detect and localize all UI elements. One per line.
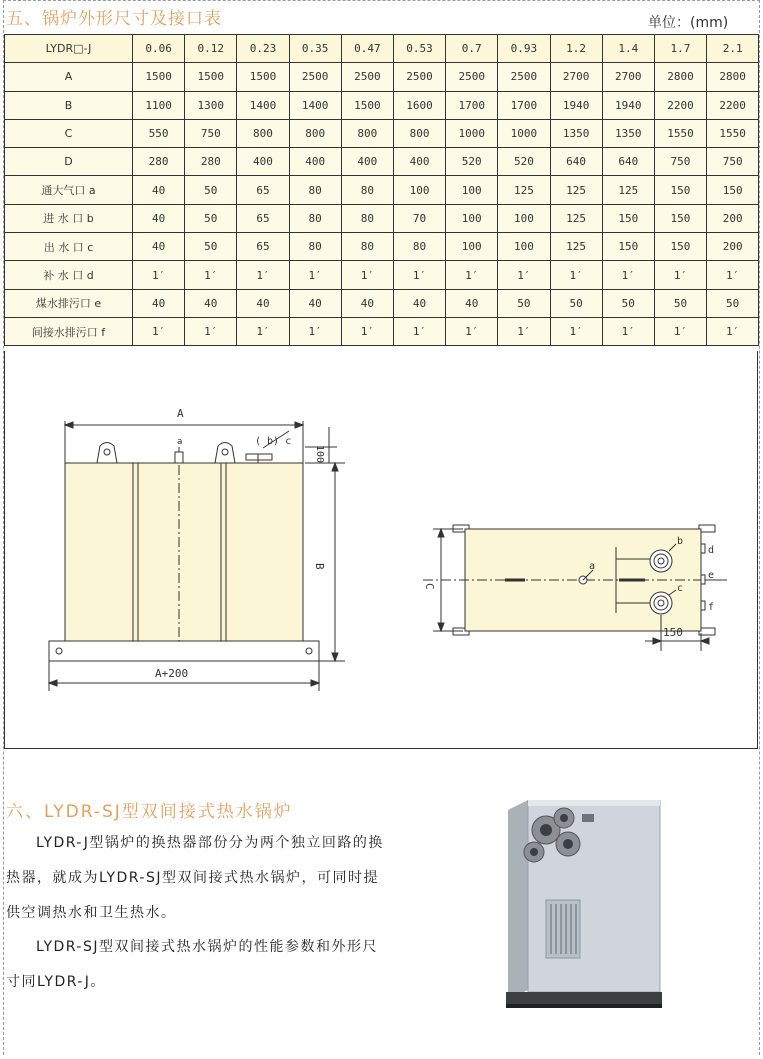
- value-cell: 50: [550, 289, 602, 317]
- front-dim-b: B: [313, 563, 326, 570]
- value-cell: 2500: [393, 63, 445, 91]
- value-cell: 100: [393, 176, 445, 204]
- value-cell: 0.93: [498, 35, 550, 63]
- value-cell: 1′: [498, 261, 550, 289]
- value-cell: 80: [341, 233, 393, 261]
- value-cell: 1′: [393, 261, 445, 289]
- value-cell: 40: [446, 289, 498, 317]
- front-dim-a: A: [177, 407, 184, 420]
- drawing-area: [4, 351, 758, 749]
- table-row: [5, 204, 759, 232]
- value-cell: 50: [654, 289, 706, 317]
- value-cell: 80: [393, 233, 445, 261]
- row-label-cell: 煤水排污口 e: [5, 289, 133, 317]
- value-cell: 125: [550, 204, 602, 232]
- value-cell: 50: [185, 176, 237, 204]
- value-cell: 520: [446, 148, 498, 176]
- table-row: [5, 317, 759, 345]
- row-label-cell: C: [5, 119, 133, 147]
- value-cell: 2.1: [707, 35, 759, 63]
- value-cell: 1700: [498, 91, 550, 119]
- value-cell: 1100: [133, 91, 185, 119]
- row-label-cell: LYDR□-J: [5, 35, 133, 63]
- value-cell: 800: [289, 119, 341, 147]
- section6-title: 六、LYDR-SJ型双间接式热水锅炉: [6, 802, 293, 822]
- boiler-photo: [498, 800, 663, 1010]
- value-cell: 1′: [133, 261, 185, 289]
- value-cell: 150: [602, 233, 654, 261]
- value-cell: 2800: [707, 63, 759, 91]
- value-cell: 1.4: [602, 35, 654, 63]
- value-cell: 1′: [602, 261, 654, 289]
- table-row: [5, 63, 759, 91]
- value-cell: 65: [237, 204, 289, 232]
- row-label-cell: 出 水 口 c: [5, 233, 133, 261]
- value-cell: 1′: [341, 261, 393, 289]
- value-cell: 400: [237, 148, 289, 176]
- top-label-d: d: [708, 545, 715, 556]
- value-cell: 80: [289, 204, 341, 232]
- value-cell: 50: [185, 233, 237, 261]
- top-label-c: c: [677, 583, 684, 594]
- value-cell: 800: [393, 119, 445, 147]
- row-label-cell: 通大气口 a: [5, 176, 133, 204]
- value-cell: 65: [237, 233, 289, 261]
- value-cell: 1′: [185, 261, 237, 289]
- value-cell: 1000: [446, 119, 498, 147]
- value-cell: 1′: [707, 317, 759, 345]
- value-cell: 70: [393, 204, 445, 232]
- section6-paragraph-2: LYDR-SJ型双间接式热水锅炉的性能参数和外形尺寸同LYDR-J。: [6, 939, 378, 990]
- value-cell: 50: [498, 289, 550, 317]
- top-label-a: a: [589, 561, 596, 572]
- value-cell: 1′: [341, 317, 393, 345]
- value-cell: 1′: [237, 317, 289, 345]
- top-dim-c: C: [423, 583, 436, 590]
- value-cell: 80: [341, 204, 393, 232]
- value-cell: 40: [341, 289, 393, 317]
- row-label-cell: B: [5, 91, 133, 119]
- value-cell: 0.23: [237, 35, 289, 63]
- value-cell: 640: [550, 148, 602, 176]
- value-cell: 2800: [654, 63, 706, 91]
- value-cell: 640: [602, 148, 654, 176]
- table-header-row: [5, 35, 759, 63]
- value-cell: 1000: [498, 119, 550, 147]
- value-cell: 0.12: [185, 35, 237, 63]
- value-cell: 2500: [446, 63, 498, 91]
- value-cell: 50: [185, 204, 237, 232]
- top-label-e: e: [708, 570, 715, 581]
- value-cell: 200: [707, 233, 759, 261]
- value-cell: 1400: [237, 91, 289, 119]
- value-cell: 80: [289, 176, 341, 204]
- value-cell: 2500: [289, 63, 341, 91]
- value-cell: 1′: [289, 317, 341, 345]
- value-cell: 150: [654, 176, 706, 204]
- top-border: [3, 0, 760, 1]
- value-cell: 125: [498, 176, 550, 204]
- value-cell: 550: [133, 119, 185, 147]
- value-cell: 1350: [602, 119, 654, 147]
- value-cell: 50: [707, 289, 759, 317]
- row-label-cell: 进 水 口 b: [5, 204, 133, 232]
- value-cell: 50: [602, 289, 654, 317]
- value-cell: 40: [393, 289, 445, 317]
- value-cell: 65: [237, 176, 289, 204]
- value-cell: 1′: [185, 317, 237, 345]
- value-cell: 1500: [237, 63, 289, 91]
- top-dim-150: 150: [663, 626, 683, 639]
- value-cell: 280: [185, 148, 237, 176]
- value-cell: 100: [498, 233, 550, 261]
- value-cell: 80: [289, 233, 341, 261]
- value-cell: 1′: [654, 317, 706, 345]
- value-cell: 1′: [550, 317, 602, 345]
- value-cell: 1600: [393, 91, 445, 119]
- boiler-drawing: [5, 351, 759, 749]
- front-label-bc: ( b) c: [255, 436, 292, 447]
- value-cell: 1′: [550, 261, 602, 289]
- value-cell: 40: [133, 289, 185, 317]
- row-label-cell: 间接水排污口 f: [5, 317, 133, 345]
- row-label-cell: A: [5, 63, 133, 91]
- value-cell: 400: [341, 148, 393, 176]
- value-cell: 40: [133, 176, 185, 204]
- table-row: [5, 289, 759, 317]
- value-cell: 2500: [498, 63, 550, 91]
- row-label-cell: D: [5, 148, 133, 176]
- value-cell: 280: [133, 148, 185, 176]
- value-cell: 2700: [602, 63, 654, 91]
- value-cell: 200: [707, 204, 759, 232]
- top-label-f: f: [708, 602, 715, 613]
- value-cell: 2500: [341, 63, 393, 91]
- table-row: [5, 148, 759, 176]
- value-cell: 40: [133, 233, 185, 261]
- value-cell: 1′: [602, 317, 654, 345]
- table-row: [5, 91, 759, 119]
- value-cell: 100: [498, 204, 550, 232]
- value-cell: 750: [654, 148, 706, 176]
- section5-title: 五、锅炉外形尺寸及接口表: [6, 9, 222, 29]
- section6-paragraph-1: LYDR-J型锅炉的换热器部份分为两个独立回路的换热器，就成为LYDR-SJ型双间接式热水锅炉，可同时提供空调热水和卫生热水。: [6, 835, 384, 921]
- top-label-b: b: [677, 536, 684, 547]
- value-cell: 2700: [550, 63, 602, 91]
- table-row: [5, 233, 759, 261]
- value-cell: 520: [498, 148, 550, 176]
- value-cell: 0.06: [133, 35, 185, 63]
- unit-label: 单位：(mm): [648, 15, 729, 31]
- value-cell: 1940: [550, 91, 602, 119]
- value-cell: 1400: [289, 91, 341, 119]
- value-cell: 1′: [393, 317, 445, 345]
- front-label-a: a: [177, 437, 183, 447]
- value-cell: 150: [602, 204, 654, 232]
- value-cell: 750: [185, 119, 237, 147]
- value-cell: 1500: [341, 91, 393, 119]
- value-cell: 1′: [133, 317, 185, 345]
- value-cell: 150: [654, 204, 706, 232]
- value-cell: 400: [289, 148, 341, 176]
- value-cell: 100: [446, 176, 498, 204]
- value-cell: 1550: [707, 119, 759, 147]
- value-cell: 1300: [185, 91, 237, 119]
- value-cell: 800: [237, 119, 289, 147]
- value-cell: 800: [341, 119, 393, 147]
- value-cell: 0.7: [446, 35, 498, 63]
- value-cell: 1′: [498, 317, 550, 345]
- table-row: [5, 261, 759, 289]
- value-cell: 1′: [707, 261, 759, 289]
- value-cell: 0.53: [393, 35, 445, 63]
- value-cell: 1′: [237, 261, 289, 289]
- value-cell: 1550: [654, 119, 706, 147]
- row-label-cell: 补 水 口 d: [5, 261, 133, 289]
- table-row: [5, 176, 759, 204]
- value-cell: 40: [185, 289, 237, 317]
- value-cell: 125: [550, 176, 602, 204]
- value-cell: 1.2: [550, 35, 602, 63]
- value-cell: 750: [707, 148, 759, 176]
- value-cell: 1700: [446, 91, 498, 119]
- value-cell: 0.47: [341, 35, 393, 63]
- front-view: [49, 421, 345, 691]
- value-cell: 2200: [707, 91, 759, 119]
- value-cell: 150: [654, 233, 706, 261]
- value-cell: 150: [707, 176, 759, 204]
- value-cell: 1′: [446, 317, 498, 345]
- value-cell: 1940: [602, 91, 654, 119]
- value-cell: 1350: [550, 119, 602, 147]
- value-cell: 1.7: [654, 35, 706, 63]
- value-cell: 1′: [446, 261, 498, 289]
- value-cell: 40: [133, 204, 185, 232]
- value-cell: 2200: [654, 91, 706, 119]
- value-cell: 1′: [289, 261, 341, 289]
- front-dim-base: A+200: [155, 667, 189, 680]
- front-dim-100: 100: [314, 445, 325, 464]
- value-cell: 125: [602, 176, 654, 204]
- table-row: [5, 119, 759, 147]
- value-cell: 400: [393, 148, 445, 176]
- value-cell: 125: [550, 233, 602, 261]
- spec-table: [4, 34, 759, 346]
- value-cell: 100: [446, 204, 498, 232]
- value-cell: 1500: [185, 63, 237, 91]
- value-cell: 100: [446, 233, 498, 261]
- value-cell: 80: [341, 176, 393, 204]
- value-cell: 1500: [133, 63, 185, 91]
- value-cell: 1′: [654, 261, 706, 289]
- value-cell: 40: [289, 289, 341, 317]
- value-cell: 0.35: [289, 35, 341, 63]
- value-cell: 40: [237, 289, 289, 317]
